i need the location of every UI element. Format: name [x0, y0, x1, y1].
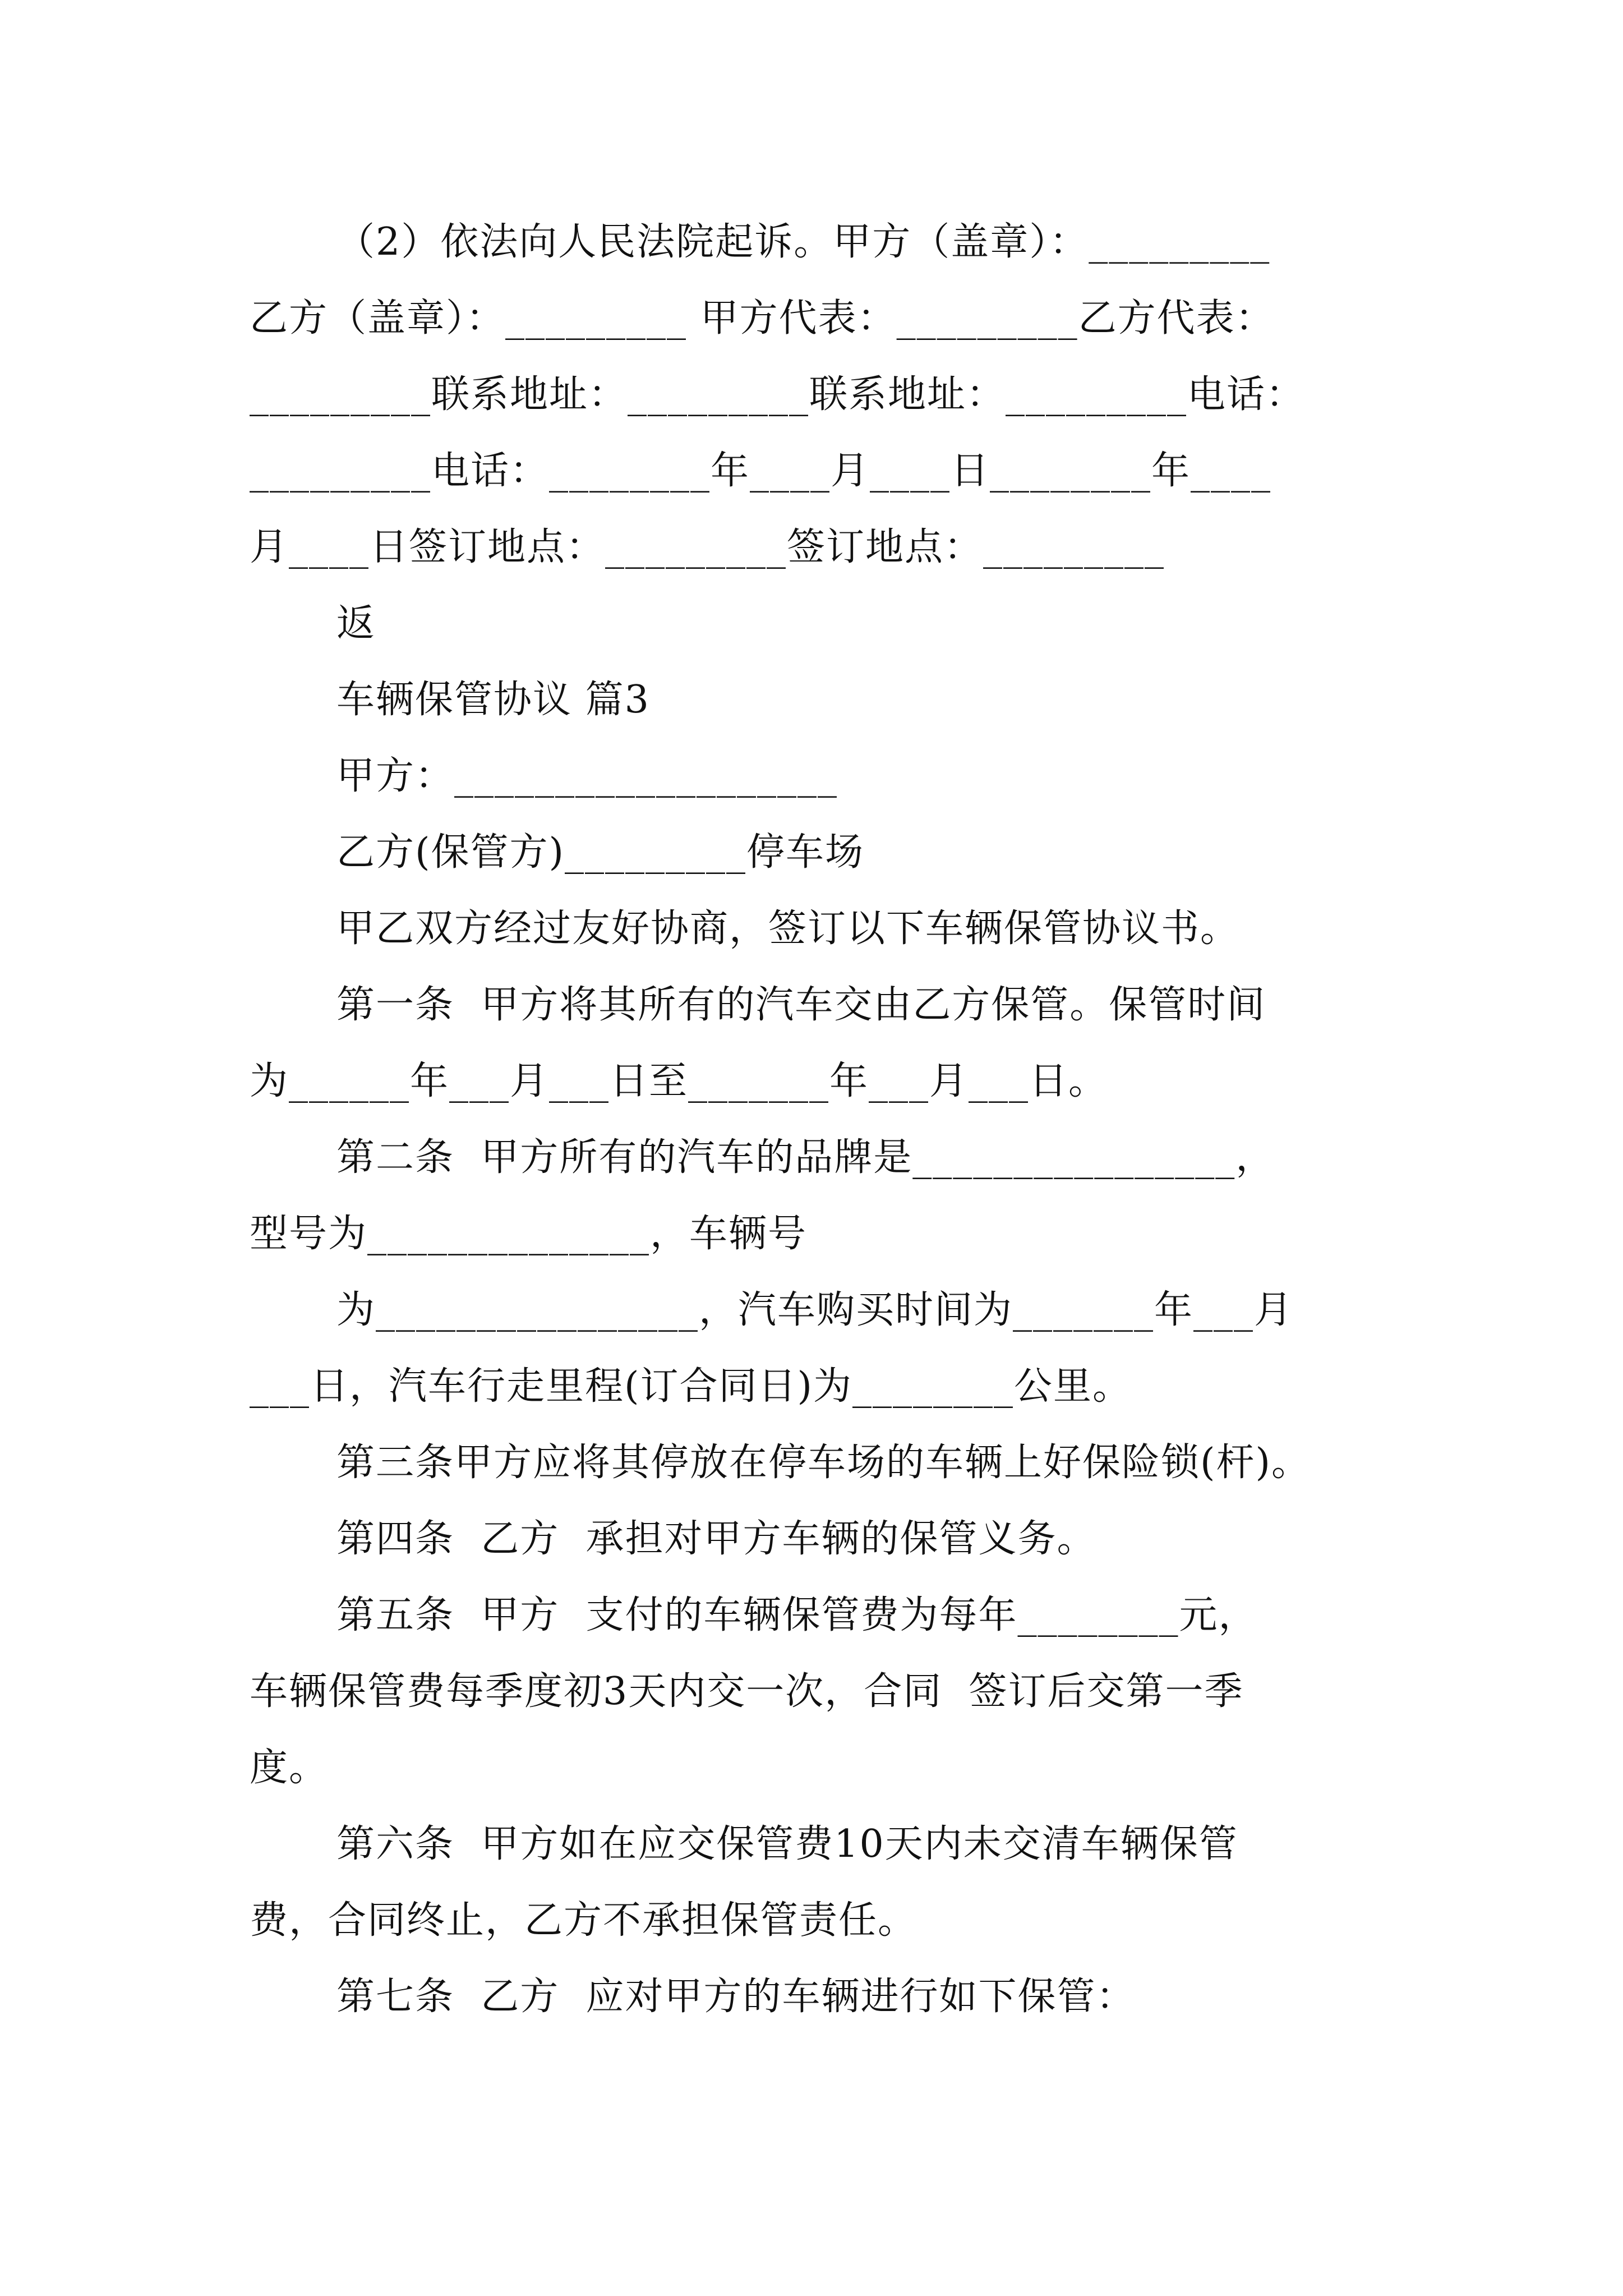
section-title: 车辆保管协议 篇3: [336, 678, 650, 722]
text-line-9: 乙方(保管方)_________停车场: [336, 830, 865, 875]
text-line-11: 第一条 甲方将其所有的汽车交由乙方保管。保管时间: [336, 983, 1266, 1027]
text-line-3: _________联系地址：_________联系地址：_________电话：: [250, 372, 1306, 417]
text-line-1: （2）依法向人民法院起诉。甲方（盖章）：_________: [336, 220, 1271, 264]
text-line-23: 费，合同终止，乙方不承担保管责任。: [250, 1898, 917, 1943]
text-line-13: 第二条 甲方所有的汽车的品牌是________________，: [336, 1135, 1275, 1180]
text-line-22: 第六条 甲方如在应交保管费10天内未交清车辆保管: [336, 1822, 1238, 1866]
text-line-19: 第五条 甲方 支付的车辆保管费为每年________元，: [336, 1593, 1258, 1637]
text-line-24: 第七条 乙方 应对甲方的车辆进行如下保管：: [336, 1975, 1136, 2019]
text-line-10: 甲乙双方经过友好协商，签订以下车辆保管协议书。: [336, 907, 1240, 951]
text-line-5: 月____日签订地点：_________签订地点：_________: [250, 525, 1165, 569]
text-line-15: 为________________，汽车购买时间为_______年___月: [336, 1288, 1294, 1332]
text-line-14: 型号为______________，车辆号: [250, 1212, 808, 1256]
text-line-2: 乙方（盖章）：_________ 甲方代表：_________乙方代表：: [250, 296, 1275, 341]
text-line-17: 第三条甲方应将其停放在停车场的车辆上好保险锁(杆)。: [336, 1441, 1311, 1485]
text-line-8: 甲方：___________________: [336, 754, 838, 798]
text-line-20: 车辆保管费每季度初3天内交一次，合同 签订后交第一季: [250, 1669, 1244, 1714]
text-line-12: 为______年___月___日至_______年___月___日。: [250, 1059, 1108, 1103]
text-line-18: 第四条 乙方 承担对甲方车辆的保管义务。: [336, 1517, 1096, 1561]
text-line-6: 返: [336, 601, 376, 646]
text-line-4: _________电话：________年____月____日________年____: [250, 449, 1272, 493]
text-line-16: ___日，汽车行走里程(订合同日)为________公里。: [250, 1364, 1132, 1409]
text-line-21: 度。: [250, 1746, 329, 1790]
